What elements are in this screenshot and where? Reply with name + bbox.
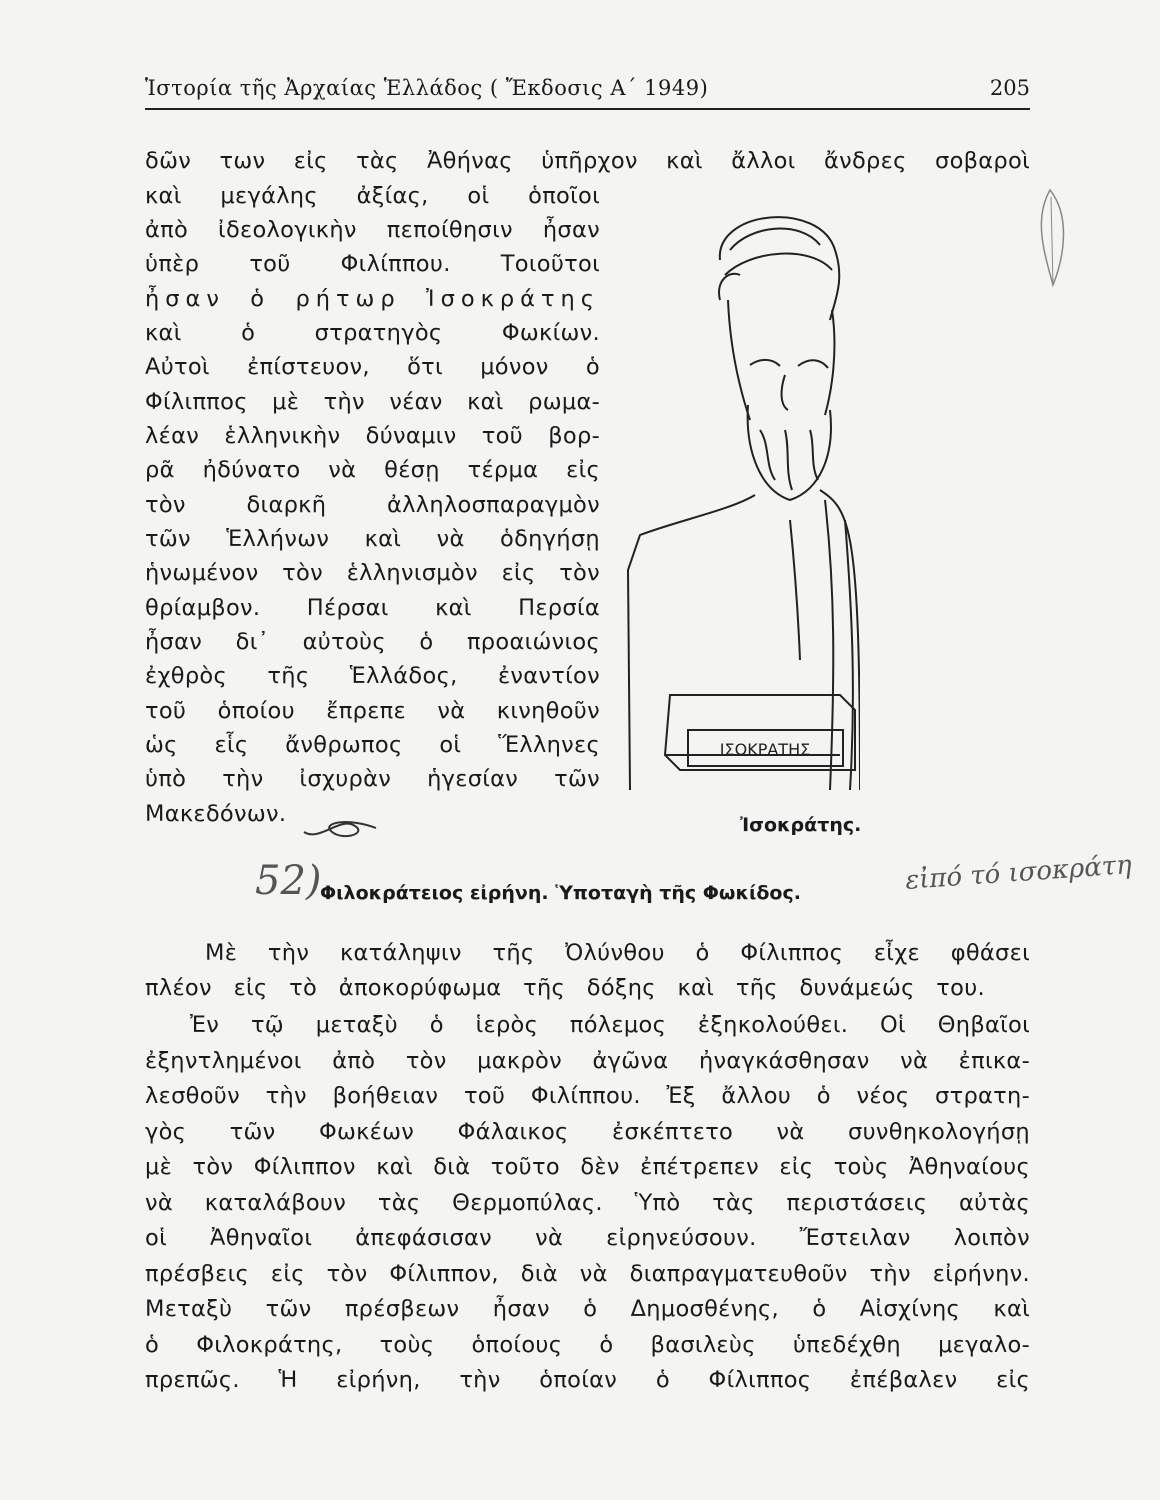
- text-line: ἐχθρὸς τῆς Ἑλλάδος, ἐναντίον: [145, 663, 600, 689]
- section-heading: Φιλοκράτειος εἰρήνη. Ὑποταγὴ τῆς Φωκίδος.: [320, 882, 801, 904]
- text-line: ἦσαν δι᾽ αὐτοὺς ὁ προαιώνιος: [145, 629, 600, 655]
- text-line: πρέσβεις εἰς τὸν Φίλιππον, διὰ νὰ διαπραγματευθοῦν τὴν εἰρήνην.: [145, 1261, 1030, 1287]
- text-line: Ἐν τῷ μεταξὺ ὁ ἱερὸς πόλεμος ἐξηκολούθει. Οἱ Θηβαῖοι: [190, 1012, 1030, 1038]
- figure-caption: Ἰσοκράτης.: [740, 814, 862, 836]
- handwritten-margin-note: εἰπό τό ισοκράτη: [904, 850, 1133, 896]
- text-line: τὸν διαρκῆ ἀλληλοσπαραγμὸν: [145, 492, 600, 518]
- handwritten-section-number: 52): [255, 858, 322, 904]
- feather-doodle: [1025, 185, 1075, 295]
- text-line: Μὲ τὴν κατάληψιν τῆς Ὀλύνθου ὁ Φίλιππος εἶχε φθάσει: [205, 940, 1030, 966]
- text-line: ἡνωμένον τὸν ἑλληνισμὸν εἰς τὸν: [145, 560, 600, 586]
- page-number: 205: [989, 76, 1030, 100]
- bust-inscription: ΙΣΟΚΡΑΤΗΣ: [719, 740, 811, 759]
- text-line: λεσθοῦν τὴν βοήθειαν τοῦ Φιλίππου. Ἐξ ἄλλου ὁ νέος στρατη-: [145, 1083, 1030, 1109]
- text-line: τοῦ ὁποίου ἔπρεπε νὰ κινηθοῦν: [145, 698, 600, 724]
- text-line: Αὐτοὶ ἐπίστευον, ὅτι μόνον ὁ: [145, 354, 600, 380]
- text-line: ἦσαν ὁ ρήτωρ Ἰσοκράτης: [145, 286, 600, 312]
- text-line: τῶν Ἑλλήνων καὶ νὰ ὁδηγήσῃ: [145, 526, 600, 552]
- text-line: ὁ Φιλοκράτης, τοὺς ὁποίους ὁ βασιλεὺς ὑπεδέχθη μεγαλο-: [145, 1332, 1030, 1358]
- text-line: Μεταξὺ τῶν πρέσβεων ἦσαν ὁ Δημοσθένης, ὁ Αἰσχίνης καὶ: [145, 1296, 1030, 1322]
- text-line: ὡς εἷς ἄνθρωπος οἱ Ἕλληνες: [145, 732, 600, 758]
- text-line: γὸς τῶν Φωκέων Φάλαικος ἐσκέπτετο νὰ συνθηκολογήσῃ: [145, 1119, 1030, 1145]
- text-line: ἐξηντλημένοι ἀπὸ τὸν μακρὸν ἀγῶνα ἠναγκάσθησαν νὰ ἐπικα-: [145, 1048, 1030, 1074]
- text-line: μὲ τὸν Φίλιππον καὶ διὰ τοῦτο δὲν ἐπέτρεπεν εἰς τοὺς Ἀθηναίους: [145, 1154, 1030, 1180]
- book-title: Ἱστορία τῆς Ἀρχαίας Ἑλλάδος ( Ἔκδοσις Α΄ 1949): [145, 76, 709, 100]
- text-line: πρεπῶς. Ἡ εἰρήνη, τὴν ὁποίαν ὁ Φίλιππος ἐπέβαλεν εἰς: [145, 1367, 1030, 1393]
- text-line: ὑπὲρ τοῦ Φιλίππου. Τοιοῦτοι: [145, 251, 600, 277]
- text-line: καὶ μεγάλης ἀξίας, οἱ ὁποῖοι: [145, 183, 600, 209]
- text-line: ρᾶ ἠδύνατο νὰ θέσῃ τέρμα εἰς: [145, 457, 600, 483]
- text-line: καὶ ὁ στρατηγὸς Φωκίων.: [145, 320, 600, 346]
- handwritten-flourish: [300, 812, 380, 846]
- text-line: ἀπὸ ἰδεολογικὴν πεποίθησιν ἦσαν: [145, 217, 600, 243]
- text-line: Φίλιππος μὲ τὴν νέαν καὶ ρωμα-: [145, 389, 600, 415]
- text-line: Μακεδόνων.: [145, 801, 287, 827]
- text-line: νὰ καταλάβουν τὰς Θερμοπύλας. Ὑπὸ τὰς περιστάσεις αὐτὰς: [145, 1190, 1030, 1216]
- text-line: δῶν των εἰς τὰς Ἀθήνας ὑπῆρχον καὶ ἄλλοι ἄνδρες σοβαροὶ: [145, 148, 1030, 174]
- text-line: πλέον εἰς τὸ ἀποκορύφωμα τῆς δόξης καὶ τῆς δυνάμεώς του.: [145, 975, 985, 1001]
- running-header: [145, 72, 1030, 110]
- isocrates-bust-illustration: [620, 190, 860, 790]
- text-line: ὑπὸ τὴν ἰσχυρὰν ἡγεσίαν τῶν: [145, 766, 600, 792]
- text-line: οἱ Ἀθηναῖοι ἀπεφάσισαν νὰ εἰρηνεύσουν. Ἔστειλαν λοιπὸν: [145, 1225, 1030, 1251]
- text-line: θρίαμβον. Πέρσαι καὶ Περσία: [145, 595, 600, 621]
- text-line: λέαν ἑλληνικὴν δύναμιν τοῦ βορ-: [145, 423, 600, 449]
